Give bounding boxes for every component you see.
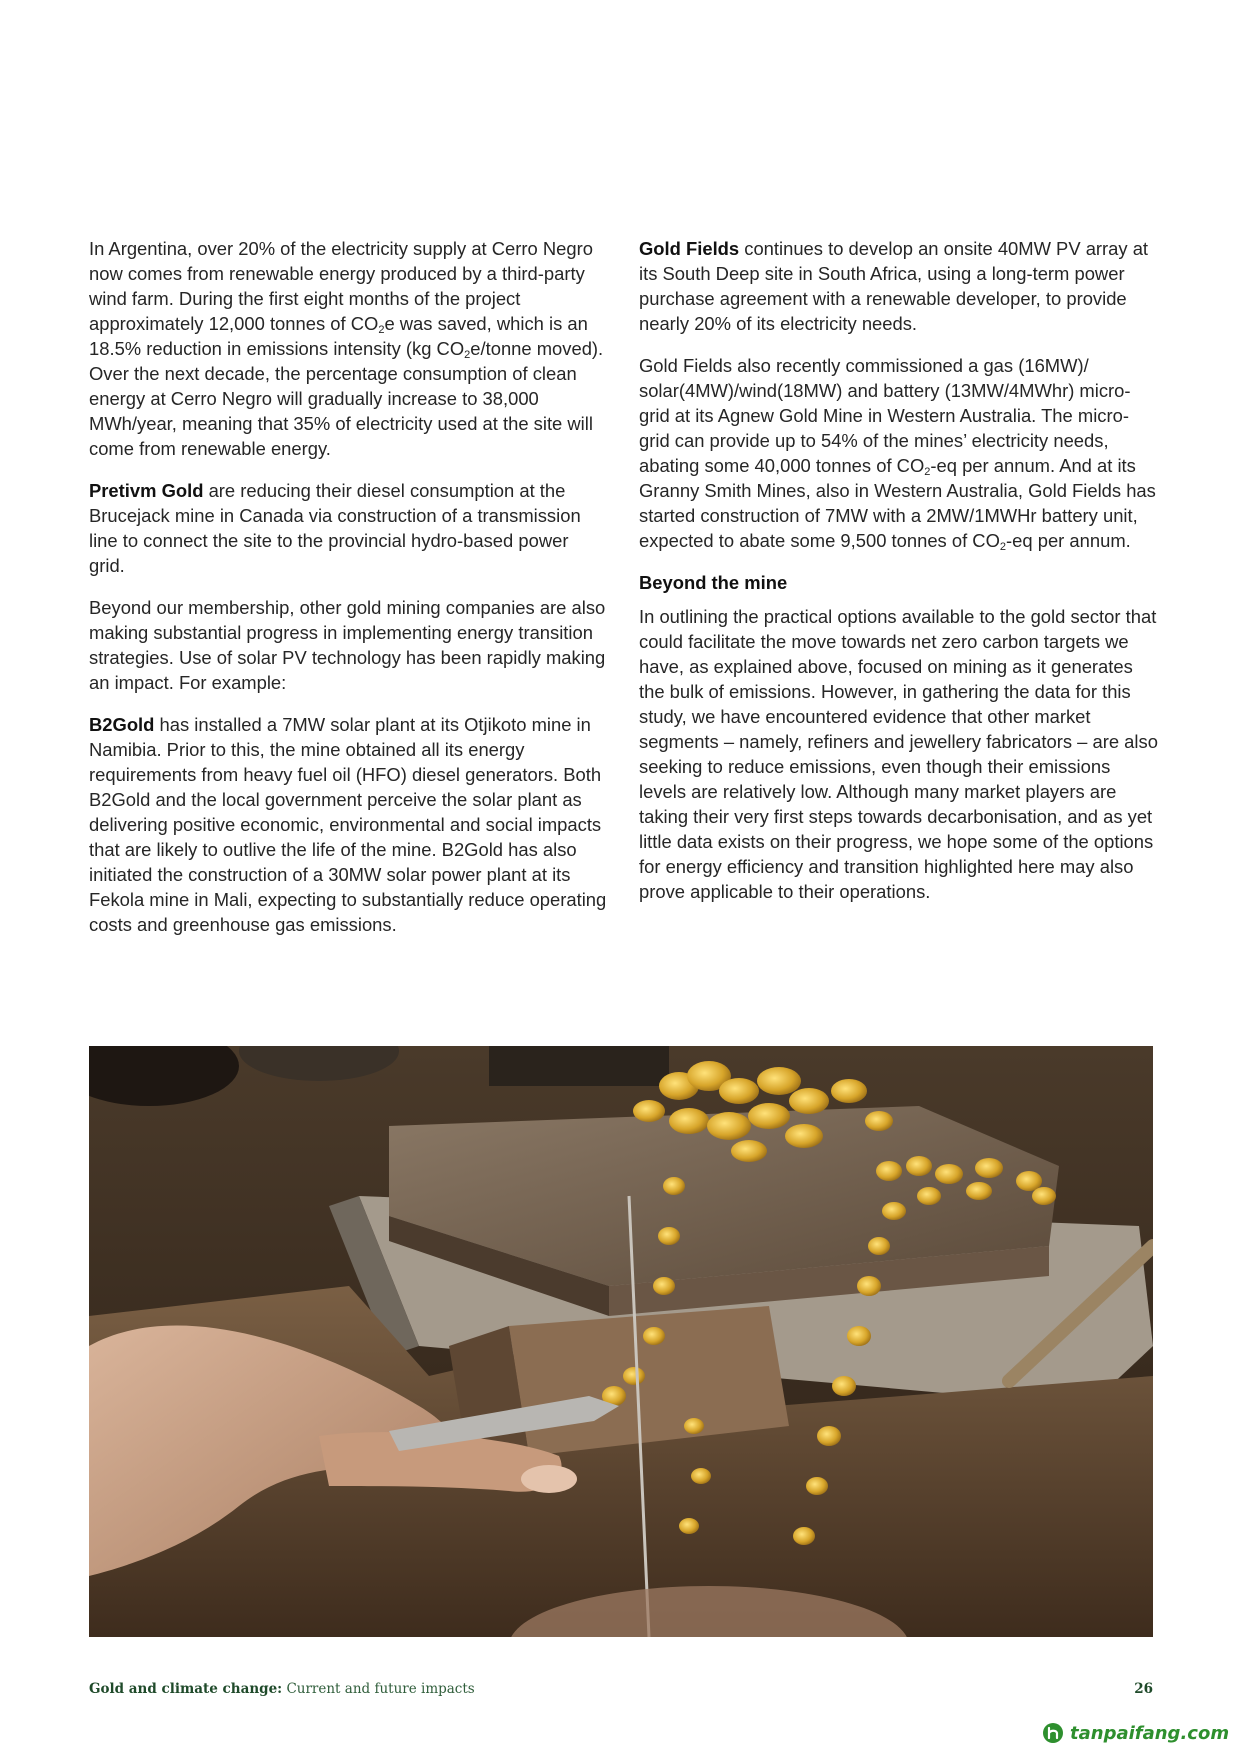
paragraph-beyond-the-mine: In outlining the practical options available to the gold sector that could facilitate the move towards net zero carbon targets we have, as explained above, focused on mining as it generates the bulk of emissions. However, in gathering the data for this study, we have encountered evidence that other market segments – namely, refiners and jewellery fabricators – are also seeking to reduce emissions, even though their emissions levels are relatively low. Although many market players are taking their very first steps towards decarbonisation, and as yet little data exists on their progress, we hope some of the options for energy efficiency and transition highlighted here may also prove applicable to their operations. xyxy=(639,606,1158,902)
page-number: 26 xyxy=(1134,1681,1153,1697)
paragraph-pretivm: Pretivm Gold are reducing their diesel consumption at the Brucejack mine in Canada via construction of a transmission line to connect the site to the provincial hydro-based power grid. xyxy=(89,480,581,576)
watermark xyxy=(1042,1720,1229,1746)
heading-beyond-the-mine: Beyond the mine xyxy=(639,572,788,593)
left-column xyxy=(89,236,609,954)
tanpaifang-logo-icon xyxy=(1042,1722,1064,1744)
paragraph-beyond-membership: Beyond our membership, other gold mining companies are also making substantial progress in implementing energy transition strategies. Use of solar PV technology has been rapidly making an impact. For example: xyxy=(89,597,606,693)
footer-title: Gold and climate change: Current and future impacts xyxy=(89,1681,475,1697)
paragraph-b2gold: B2Gold has installed a 7MW solar plant at its Otjikoto mine in Namibia. Prior to this, the mine obtained all its energy requirements from heavy fuel oil (HFO) diesel generators. Both B2Gold and the local government perceive the solar plant as delivering positive economic, environmental and social impacts that are likely to outlive the life of the mine. B2Gold has also initiated the construction of a 30MW solar power plant at its Fekola mine in Mali, expecting to substantially reduce operating costs and greenhouse gas emissions. xyxy=(89,714,607,935)
paragraph-cerro-negro: In Argentina, over 20% of the electricity supply at Cerro Negro now comes from renewable energy produced by a third-party wind farm. During the first eight months of the project approximately 12,000 tonnes of $CO_2e$ was saved, which is an 18.5% reduction in emissions intensity (kg $CO_2e$/tonne moved). Over the next decade, the percentage consumption of clean energy at Cerro Negro will gradually increase to 38,000 MWh/year, meaning that 35% of electricity used at the site will come from renewable energy. xyxy=(89,238,604,459)
watermark-text: tanpaifang.com xyxy=(1070,1722,1230,1744)
paragraph-gold-fields-agnew: Gold Fields also recently commissioned a gas (16MW)/ solar(4MW)/wind(18MW) and battery (13MW/4MWhr) micro-grid at its Agnew Gold Mine in Western Australia. The micro-grid can provide up to 54% of the mines’ electricity needs, abating some 40,000 tonnes of $CO_2-eq$ per annum. And at its Granny Smith Mines, also in Western Australia, Gold Fields has started construction of 7MW with a 2MW/1MWHr battery unit, expected to abate some 9,500 tonnes of $CO_2-eq$ per annum. xyxy=(639,355,1156,553)
paragraph-gold-fields-south-deep: Gold Fields continues to develop an onsite 40MW PV array at its South Deep site in South Africa, using a long-term power purchase agreement with a renewable developer, to provide nearly 20% of its electricity needs. xyxy=(639,238,1149,334)
jewellery-workshop-photo xyxy=(89,1046,1153,1637)
right-column xyxy=(639,236,1159,921)
